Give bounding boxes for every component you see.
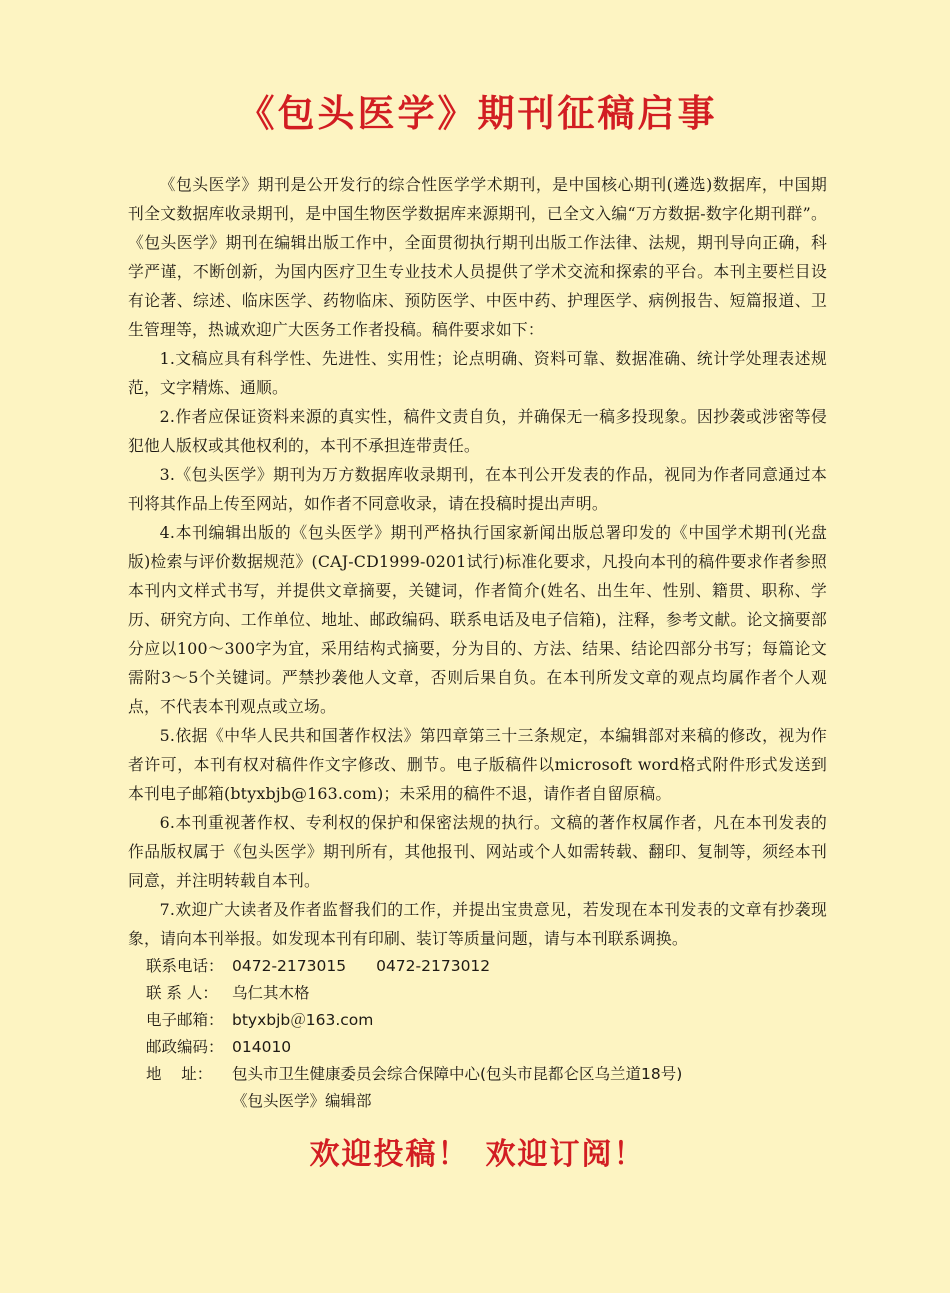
requirement-item-3: 3.《包头医学》期刊为万方数据库收录期刊，在本刊公开发表的作品，视同为作者同意通过本刊将其作品上传至网站，如作者不同意收录，请在投稿时提出声明。 xyxy=(128,465,827,513)
page-title: 《包头医学》期刊征稿启事 xyxy=(237,92,718,135)
postcode-label: 邮政编码： xyxy=(146,1038,224,1056)
requirement-item-5: 5.依据《中华人民共和国著作权法》第四章第三十三条规定，本编辑部对来稿的修改，视为作者许可，本刊有权对稿件作文字修改、删节。电子版稿件以microsoft word格式附件形式发送到本刊电子邮箱(btyxbjb@163.com)；未采用的稿件不退，请作者自留原稿。 xyxy=(128,726,827,803)
email-label: 电子邮箱： xyxy=(146,1011,224,1029)
phone-label: 联系电话： xyxy=(146,957,224,975)
requirement-item-7: 7.欢迎广大读者及作者监督我们的工作，并提出宝贵意见，若发现在本刊发表的文章有抄袭现象，请向本刊举报。如发现本刊有印刷、装订等质量问题，请与本刊联系调换。 xyxy=(128,900,827,948)
editorial-department: 《包头医学》编辑部 xyxy=(232,1092,372,1110)
notice-body xyxy=(128,170,827,953)
contact-person: 乌仁其木格 xyxy=(232,984,310,1002)
contact-address: 包头市卫生健康委员会综合保障中心(包头市昆都仑区乌兰道18号) xyxy=(232,1065,683,1083)
contact-address-row xyxy=(146,1061,827,1088)
requirement-item-6: 6.本刊重视著作权、专利权的保护和保密法规的执行。文稿的著作权属作者，凡在本刊发表的作品版权属于《包头医学》期刊所有，其他报刊、网站或个人如需转载、翻印、复制等，须经本刊同意，并注明转载自本刊。 xyxy=(128,813,827,890)
address-label: 地 址： xyxy=(146,1065,213,1083)
contact-email-row xyxy=(146,1007,827,1034)
contact-postcode: 014010 xyxy=(232,1038,292,1056)
contact-postcode-row xyxy=(146,1034,827,1061)
welcome-subscribe: 欢迎订阅！ xyxy=(485,1137,646,1172)
welcome-submit: 欢迎投稿！ xyxy=(309,1137,470,1172)
requirement-item-2: 2.作者应保证资料来源的真实性，稿件文责自负，并确保无一稿多投现象。因抄袭或涉密等侵犯他人版权或其他权利的，本刊不承担连带责任。 xyxy=(128,407,827,455)
intro-paragraph: 《包头医学》期刊是公开发行的综合性医学学术期刊，是中国核心期刊(遴选)数据库，中国期刊全文数据库收录期刊，是中国生物医学数据库来源期刊，已全文入编“万方数据-数字化期刊群”。《包头医学》期刊在编辑出版工作中，全面贯彻执行期刊出版工作法律、法规，期刊导向正确，科学严谨，不断创新，为国内医疗卫生专业技术人员提供了学术交流和探索的平台。本刊主要栏目设有论著、综述、临床医学、药物临床、预防医学、中医中药、护理医学、病例报告、短篇报道、卫生管理等，热诚欢迎广大医务工作者投稿。稿件要求如下： xyxy=(128,175,827,339)
contact-info xyxy=(128,953,827,1115)
phone-number-1: 0472-2173015 xyxy=(232,957,347,975)
requirement-item-4: 4.本刊编辑出版的《包头医学》期刊严格执行国家新闻出版总署印发的《中国学术期刊(光盘版)检索与评价数据规范》(CAJ-CD1999-0201试行)标准化要求，凡投向本刊的稿件要求作者参照本刊内文样式书写，并提供文章摘要，关键词，作者简介(姓名、出生年、性别、籍贯、职称、学历、研究方向、工作单位、地址、邮政编码、联系电话及电子信箱)，注释，参考文献。论文摘要部分应以100～300字为宜，采用结构式摘要，分为目的、方法、结果、结论四部分书写；每篇论文需附3～5个关键词。严禁抄袭他人文章，否则后果自负。在本刊所发文章的观点均属作者个人观点，不代表本刊观点或立场。 xyxy=(128,523,827,716)
contact-email: btyxbjb＠163.com xyxy=(232,1011,374,1029)
welcome-banner xyxy=(128,1135,827,1175)
contact-person-row xyxy=(146,980,827,1007)
person-label: 联 系 人： xyxy=(146,984,218,1002)
phone-number-2: 0472-2173012 xyxy=(376,957,491,975)
contact-phone-row xyxy=(146,953,827,980)
requirement-item-1: 1.文稿应具有科学性、先进性、实用性；论点明确、资料可靠、数据准确、统计学处理表述规范，文字精炼、通顺。 xyxy=(128,349,827,397)
